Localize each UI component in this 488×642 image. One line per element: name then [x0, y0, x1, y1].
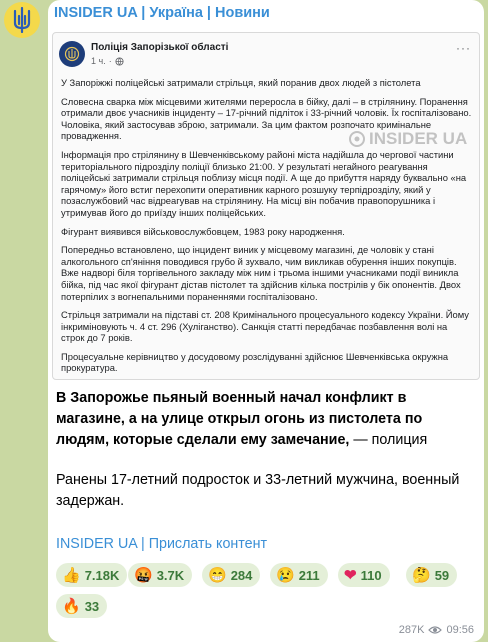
thumbs-up-icon: 👍: [62, 566, 81, 584]
post-paragraph: Стрільця затримали на підставі ст. 208 Кримінального процесуального кодексу України. Йому інкриміновують ч. 4 ст. 296 (Хуліганство). Санкція статті передбачає позбавлення волі на строк до 7 років.: [61, 309, 469, 344]
message-bubble: [48, 0, 484, 642]
footer-links: [56, 536, 267, 552]
trident-icon: [11, 7, 33, 33]
reaction-angry[interactable]: [128, 563, 192, 587]
post-paragraph: Попередньо встановлено, що інцидент виник у місцевому магазині, де чоловік у стані алкогольного сп'яніння поводився грубо й зухвало, чим викликав обурення інших покупців. Вже надворі біля торгівельного закладу між ним і трьома іншими учасниками події виникла бійка, під час якої фігурант дістав пістолет та здійснив кілька пострілів у бік опонентів. Двох потерпілих з вогнепальними пораненнями госпіталізовано.: [61, 244, 461, 302]
post-author: Поліція Запорізької області: [91, 42, 229, 53]
police-avatar: [59, 41, 85, 67]
reaction-count: 3.7K: [156, 567, 185, 583]
channel-link[interactable]: INSIDER UA: [56, 536, 138, 552]
grin-face-icon: 😁: [208, 566, 227, 584]
channel-avatar[interactable]: [4, 2, 40, 38]
message-footer: [399, 624, 474, 636]
heart-icon: ❤: [344, 566, 357, 584]
channel-title[interactable]: INSIDER UA | Україна | Новини: [54, 5, 270, 21]
post-body: [61, 77, 473, 380]
post-paragraph: Фігурант виявився військовослужбовцем, 1983 року народження.: [61, 225, 345, 237]
message-time: 09:56: [446, 624, 474, 636]
insider-watermark: [349, 129, 467, 149]
post-paragraph: У Запоріжжі поліцейські затримали стрільця, який поранив двох людей з пістолета: [61, 77, 421, 88]
reaction-count: 284: [230, 567, 253, 583]
post-meta: 1 ч. ·: [91, 56, 124, 66]
thinking-face-icon: 🤔: [412, 566, 431, 584]
globe-icon: [115, 57, 124, 66]
caption-headline: [56, 388, 478, 451]
reaction-count: 7.18K: [84, 567, 120, 583]
crying-face-icon: 😢: [276, 566, 295, 584]
reaction-count: 110: [360, 567, 382, 583]
view-count: 287K: [398, 624, 425, 636]
eye-icon: [428, 625, 442, 635]
reaction-count: 33: [84, 598, 100, 614]
reaction-crying[interactable]: [270, 563, 328, 587]
angry-face-icon: 🤬: [134, 566, 153, 584]
reaction-grin[interactable]: [202, 563, 260, 587]
post-paragraph: Інформація про стрілянину в Шевченківському районі міста надійшла до чергової частини територіального підрозділу поліції близько 21:00. У результаті негайного реагування поліцейські затримали стрільця поблизу місця події. А ще до прибуття наряду буквально «на гарячому» його встиг перехопити оперативник карного розшуку терпідрозділу, який у позаслужбовий час відреагував на стрілянину. На місці він побачив правопорушника і утримував його до приїзду інших поліцейських.: [61, 148, 467, 218]
send-content-link[interactable]: Прислать контент: [148, 536, 268, 552]
caption-headline-bold: В Запорожье пьяный военный начал конфликт в магазине, а на улице открыл огонь из пистолета по людям, которые сделали ему замечание,: [56, 390, 423, 448]
post-paragraph: Словесна сварка між місцевими жителями переросла в бійку, далі – в стрілянину. Поранення отримали двоє учасників інциденту – 17-річний підліток і 33-річний чоловік. Їх госпіталізовано. Чоловіка, який застосував зброю, затримали. За цим фактом розпочато кримінальне провадження.: [61, 95, 472, 142]
reaction-count: 59: [434, 567, 450, 583]
reaction-thumbs-up[interactable]: [56, 563, 127, 587]
insider-logo-icon: [349, 131, 365, 147]
facebook-post-screenshot: [52, 32, 480, 380]
reaction-fire[interactable]: [56, 594, 107, 618]
fire-icon: 🔥: [62, 597, 81, 615]
reaction-count: 211: [298, 567, 320, 583]
reaction-thinking[interactable]: [406, 563, 457, 587]
reaction-heart[interactable]: [338, 563, 390, 587]
post-paragraph: Процесуальне керівництво у досудовому розслідуванні здійснює Шевченківська окружна прокуратура.: [61, 350, 449, 374]
watermark-text: INSIDER UA: [369, 129, 468, 148]
more-options-icon: ···: [456, 41, 471, 55]
post-time: 1 ч.: [91, 56, 106, 66]
caption-headline-suffix: — полиция: [349, 432, 428, 448]
link-separator: |: [137, 536, 149, 552]
police-badge-icon: [64, 46, 80, 62]
caption-details: Ранены 17-летний подросток и 33-летний мужчина, военный задержан.: [56, 472, 460, 509]
